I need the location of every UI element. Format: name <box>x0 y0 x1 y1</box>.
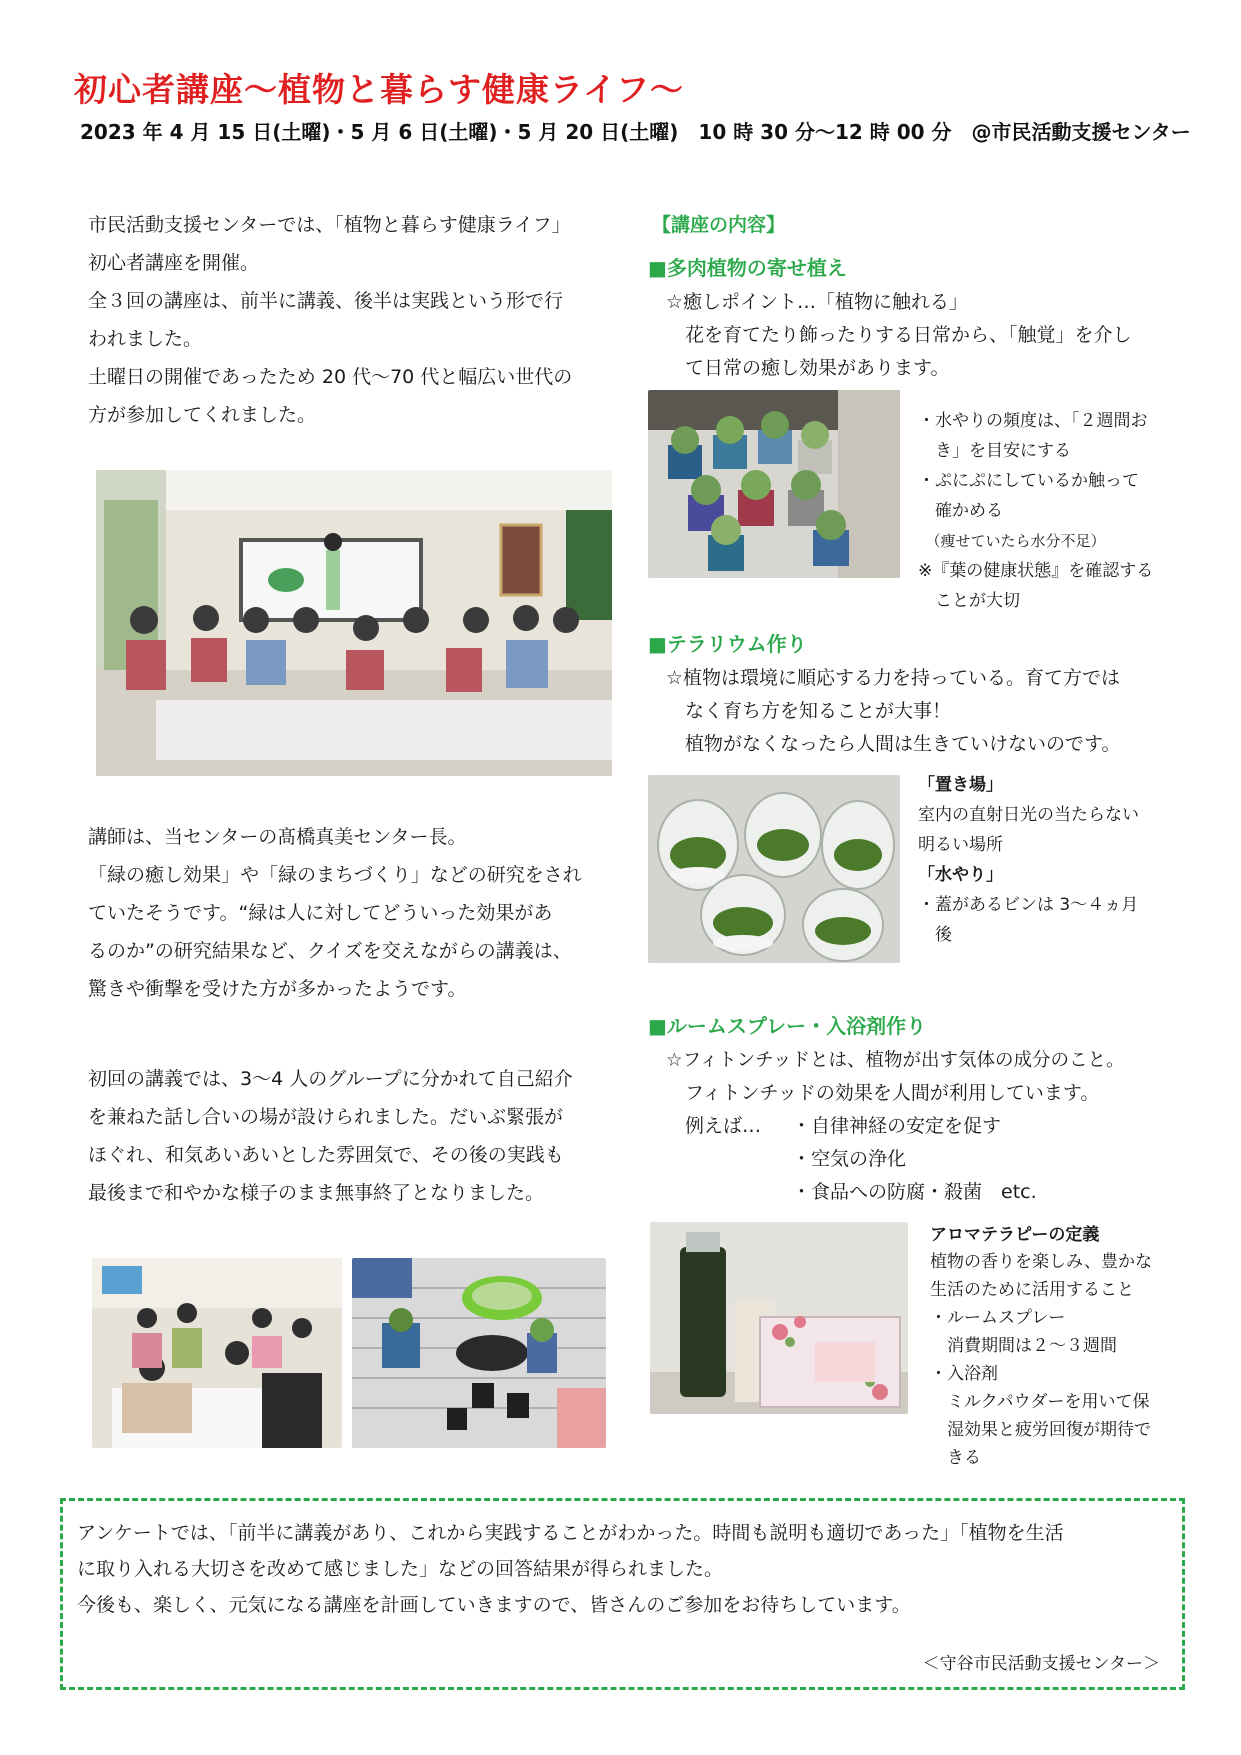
roomspray-text <box>666 1044 1238 1110</box>
succulent-note: き」を目安にする <box>918 441 1071 461</box>
examples-list <box>792 1110 1192 1209</box>
terrarium-text <box>666 662 1226 761</box>
survey-line: アンケートでは、「前半に講義があり、これから実践することがわかった。時間も説明も適切であった」「植物を生活 <box>77 1522 1064 1544</box>
survey-line: に取り入れる大切さを改めて感じました」などの回答結果が得られました。 <box>77 1558 724 1580</box>
aroma-line: 湿効果と疲労回復が期待で <box>930 1420 1151 1440</box>
aroma-line: きる <box>930 1448 981 1468</box>
session-line: を兼ねた話し合いの場が設けられました。だいぶ緊張が <box>88 1106 564 1128</box>
aroma-line: 植物の香りを楽しみ、豊かな <box>930 1252 1153 1272</box>
first-session-text <box>88 1060 618 1212</box>
lecturer-text <box>88 818 618 1008</box>
succulent-line: て日常の癒し効果があります。 <box>666 357 950 379</box>
page-title: 初心者講座～植物と暮らす健康ライフ～ <box>74 70 685 109</box>
survey-line: 今後も、楽しく、元気になる講座を計画していきますので、皆さんのご参加をお待ちしています。 <box>77 1594 911 1616</box>
aroma-line: 生活のために活用すること <box>930 1280 1134 1300</box>
group-work-photo <box>92 1258 342 1448</box>
succulent-heading: ■多肉植物の寄せ植え <box>648 256 847 280</box>
content-heading: 【講座の内容】 <box>652 214 786 236</box>
water-line: ・蓋があるビンは 3～４ヵ月 <box>918 895 1139 915</box>
water-label: 「水やり」 <box>918 865 1003 885</box>
terrarium-line: なく育ち方を知ることが大事！ <box>666 700 952 722</box>
intro-line: 方が参加してくれました。 <box>88 404 317 426</box>
example-item: ・自律神経の安定を促す <box>792 1115 1002 1137</box>
survey-box <box>60 1498 1185 1690</box>
roomspray-photo <box>650 1222 908 1414</box>
succulent-note: 確かめる <box>918 501 1003 521</box>
aroma-line: 消費期間は２～３週間 <box>930 1336 1117 1356</box>
roomspray-line: フィトンチッドの効果を人間が利用しています。 <box>666 1082 1100 1104</box>
roomspray-heading: ■ルームスプレー・入浴剤作り <box>648 1014 927 1038</box>
terrarium-photo <box>648 775 900 963</box>
signature: ＜守谷市民活動支援センター＞ <box>922 1654 1160 1674</box>
aroma-line: ・ルームスプレー <box>930 1308 1066 1328</box>
succulent-note: ことが大切 <box>918 591 1020 611</box>
lecturer-line: るのか”の研究結果など、クイズを交えながらの講義は、 <box>88 940 572 962</box>
example-prefix <box>666 1110 776 1143</box>
potting-photo <box>352 1258 606 1448</box>
succulent-note: ・ぷにぷにしているか触って <box>918 471 1139 491</box>
intro-line: 市民活動支援センターでは、「植物と暮らす健康ライフ」 <box>88 214 571 236</box>
succulent-line: 花を育てたり飾ったりする日常から、「触覚」を介し <box>666 324 1132 346</box>
place-line: 室内の直射日光の当たらない <box>918 805 1139 825</box>
succulent-line: ☆癒しポイント…「植物に触れる」 <box>666 291 969 313</box>
session-line: 最後まで和やかな様子のまま無事終了となりました。 <box>88 1182 545 1204</box>
aroma-box <box>930 1222 1230 1472</box>
classroom-photo <box>96 470 612 776</box>
water-line: 後 <box>918 925 952 945</box>
example-item: ・食品への防腐・殺菌 etc. <box>792 1181 1037 1203</box>
terrarium-heading: ■テラリウム作り <box>648 632 807 656</box>
lecturer-line: 「緑の癒し効果」や「緑のまちづくり」などの研究をされ <box>88 864 582 886</box>
intro-line: 全３回の講座は、前半に講義、後半は実践という形で行 <box>88 290 564 312</box>
lecturer-line: ていたそうです。“緑は人に対してどういった効果があ <box>88 902 553 924</box>
succulent-text <box>666 286 1226 385</box>
succulent-notes <box>918 406 1228 616</box>
intro-line: 初心者講座を開催。 <box>88 252 260 274</box>
place-label: 「置き場」 <box>918 775 1003 795</box>
event-dates: 2023 年 4 月 15 日(土曜)・5 月 6 日(土曜)・5 月 20 日(土曜) 10 時 30 分～12 時 00 分 @市民活動支援センター <box>80 120 1191 144</box>
succulent-note: （痩せていたら水分不足） <box>918 532 1106 550</box>
session-line: ほぐれ、和気あいあいとした雰囲気で、その後の実践も <box>88 1144 564 1166</box>
succulent-photo <box>648 390 900 578</box>
intro-line: 土曜日の開催であったため 20 代～70 代と幅広い世代の <box>88 366 573 388</box>
aroma-title: アロマテラピーの定義 <box>930 1225 1100 1245</box>
aroma-line: ・入浴剤 <box>930 1364 998 1384</box>
aroma-line: ミルクパウダーを用いて保 <box>930 1392 1150 1412</box>
session-line: 初回の講義では、3～4 人のグループに分かれて自己紹介 <box>88 1068 573 1090</box>
example-item: ・空気の浄化 <box>792 1148 907 1170</box>
succulent-note: ※『葉の健康状態』を確認する <box>918 561 1154 581</box>
terrarium-notes <box>918 770 1228 950</box>
intro-line: われました。 <box>88 328 203 350</box>
lecturer-line: 驚きや衝撃を受けた方が多かったようです。 <box>88 978 467 1000</box>
terrarium-line: 植物がなくなったら人間は生きていけないのです。 <box>666 733 1121 755</box>
lecturer-line: 講師は、当センターの髙橋真美センター長。 <box>88 826 467 848</box>
terrarium-line: ☆植物は環境に順応する力を持っている。育て方では <box>666 667 1121 689</box>
example-prefix-text: 例えば… <box>666 1115 762 1137</box>
succulent-note: ・水やりの頻度は、「２週間お <box>918 411 1148 431</box>
roomspray-line: ☆フィトンチッドとは、植物が出す気体の成分のこと。 <box>666 1050 1125 1071</box>
intro-text <box>88 206 618 434</box>
place-line: 明るい場所 <box>918 835 1003 855</box>
